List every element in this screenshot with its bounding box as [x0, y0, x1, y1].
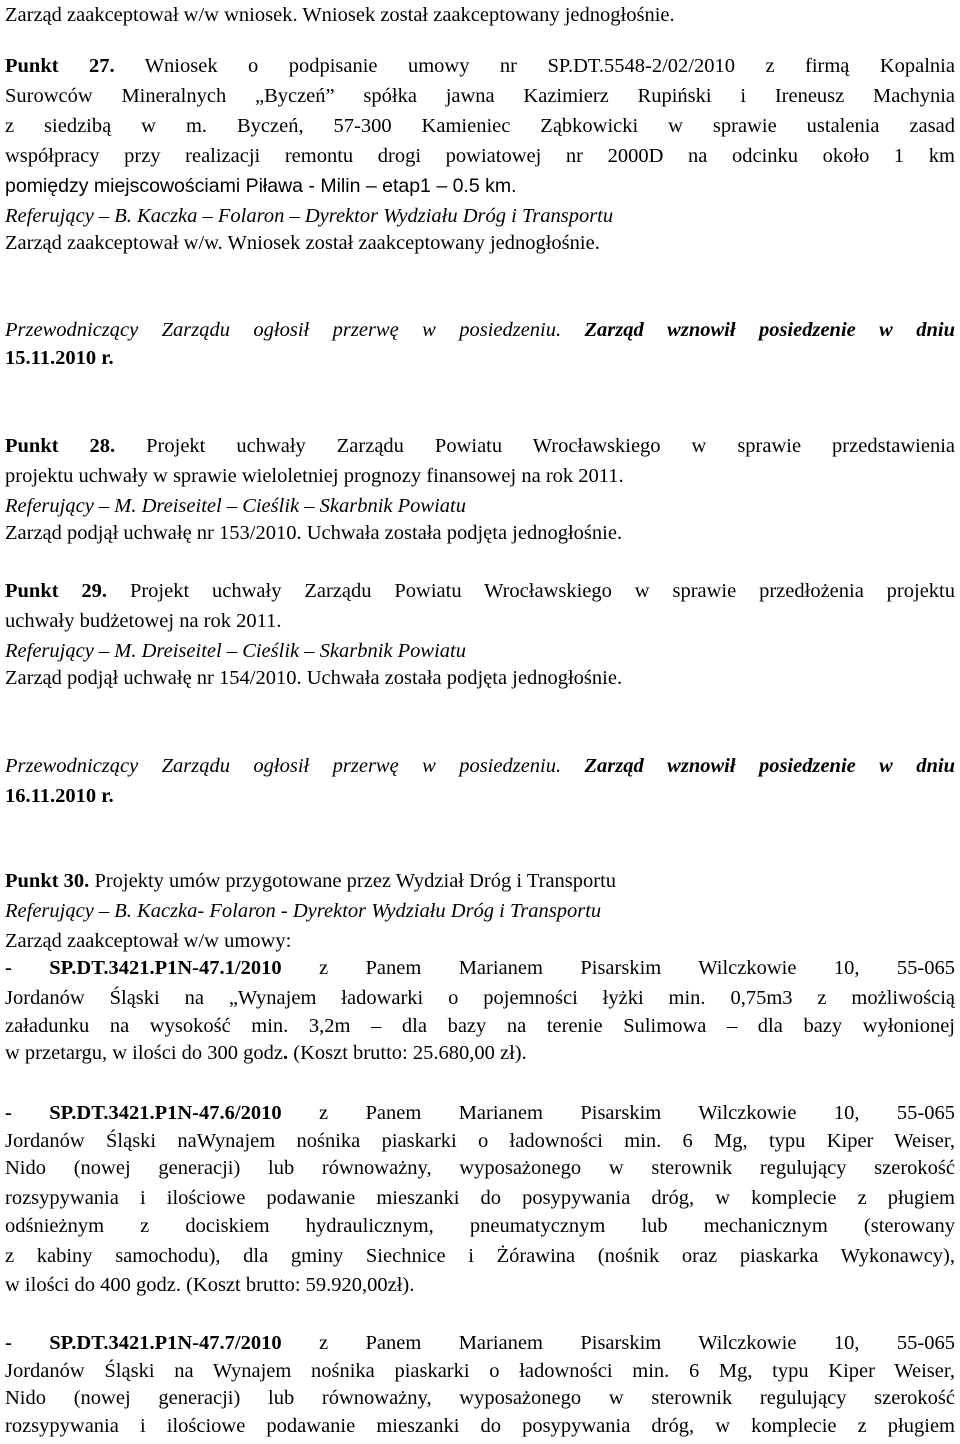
text-run: Jordanów Śląski na Wynajem nośnika piaskarki o ładowności min. 6 Mg, typu Kiper Weiser, [5, 1360, 955, 1382]
text-run: Zarząd zaakceptował w/w wniosek. Wniosek został zaakceptowany jednogłośnie. [5, 4, 675, 26]
text-line [5, 53, 955, 79]
text-line [5, 433, 955, 459]
text-line [5, 1385, 955, 1411]
text-line [5, 493, 955, 519]
text-line [5, 113, 955, 139]
text-run: Punkt 28. [5, 435, 116, 457]
text-run: Wniosek o podpisanie umowy nr SP.DT.5548-2/02/2010 z firmą Kopalnia [114, 55, 955, 77]
text-run: uchwały budżetowej na rok 2011. [5, 610, 282, 632]
text-run: z Panem Marianem Pisarskim Wilczkowie 10, 55-065 [281, 957, 955, 979]
text-run: Nido (nowej generacji) lub równoważny, wyposażonego w sterownik regulujący szerokość [5, 1157, 955, 1179]
text-run: 15.11.2010 r. [5, 347, 114, 369]
text-run: załadunku na wysokość min. 3,2m – dla bazy na terenie Sulimowa – dla bazy wyłonionej [5, 1015, 955, 1037]
text-run: Punkt 27. [5, 55, 115, 77]
text-line [5, 1358, 955, 1384]
text-run: Projekt uchwały Zarządu Powiatu Wrocławskiego w sprawie przedstawienia [115, 435, 955, 457]
text-line [5, 985, 955, 1011]
text-line [5, 1213, 955, 1239]
text-run: 16.11.2010 r. [5, 785, 114, 807]
text-line [5, 83, 955, 109]
text-run: Zarząd podjął uchwałę nr 153/2010. Uchwała została podjęta jednogłośnie. [5, 522, 623, 544]
text-line [5, 463, 955, 489]
text-line [5, 1413, 955, 1439]
text-run: - SP.DT.3421.P1N-47.1/2010 [5, 957, 282, 979]
text-line [5, 1185, 955, 1211]
text-line [5, 1155, 955, 1181]
text-line [5, 898, 955, 924]
text-run: rozsypywania i ilościowe podawanie mieszanki do posypywania dróg, w komplecie z pługiem [5, 1187, 955, 1209]
text-line [5, 928, 955, 954]
text-run: Zarząd wznowił posiedzenie w dniu [584, 319, 955, 341]
text-line [5, 173, 955, 199]
text-line [5, 1243, 955, 1269]
text-run: Referujący – B. Kaczka- Folaron - Dyrektor Wydziału Dróg i Transportu [5, 900, 602, 922]
text-line [5, 578, 955, 604]
text-line [5, 1100, 955, 1126]
text-line [5, 230, 955, 256]
text-run: projektu uchwały w sprawie wieloletniej prognozy finansowej na rok 2011. [5, 465, 624, 487]
text-run: współpracy przy realizacji remontu drogi powiatowej nr 2000D na odcinku około 1 km [5, 145, 955, 167]
text-run: z siedzibą w m. Byczeń, 57-300 Kamieniec Ząbkowicki w sprawie ustalenia zasad [5, 115, 955, 137]
text-run: Projekt uchwały Zarządu Powiatu Wrocławskiego w sprawie przedłożenia projektu [107, 580, 955, 602]
text-run: z Panem Marianem Pisarskim Wilczkowie 10, 55-065 [281, 1102, 955, 1124]
text-line [5, 2, 955, 28]
text-line [5, 317, 955, 343]
text-run: Punkt 29. [5, 580, 108, 602]
text-run: rozsypywania i ilościowe podawanie mieszanki do posypywania dróg, w komplecie z pługiem [5, 1415, 955, 1437]
text-line [5, 955, 955, 981]
text-line [5, 868, 955, 894]
text-run: Zarząd zaakceptował w/w umowy: [5, 930, 292, 952]
text-run: Referujący – M. Dreiseitel – Cieślik – Skarbnik Powiatu [5, 495, 466, 517]
text-line [5, 753, 955, 779]
text-line [5, 1330, 955, 1356]
text-line [5, 665, 955, 691]
text-line [5, 520, 955, 546]
text-run: Nido (nowej generacji) lub równoważny, wyposażonego w sterownik regulujący szerokość [5, 1387, 955, 1409]
text-run: Projekty umów przygotowane przez Wydział Dróg i Transportu [89, 870, 617, 892]
text-run: w przetargu, w ilości do 300 godz [5, 1042, 284, 1064]
text-run: Przewodniczący Zarządu ogłosił przerwę w posiedzeniu. [5, 755, 585, 777]
text-run: w ilości do 400 godz. (Koszt brutto: 59.920,00zł). [5, 1274, 415, 1296]
text-run: z kabiny samochodu), dla gminy Siechnice i Żórawina (nośnik oraz piaskarka Wykonawcy), [5, 1245, 955, 1267]
text-run: Jordanów Śląski naWynajem nośnika piaskarki o ładowności min. 6 Mg, typu Kiper Weiser, [5, 1130, 955, 1152]
text-run: Przewodniczący Zarządu ogłosił przerwę w posiedzeniu. [5, 319, 585, 341]
text-run: odśnieżnym z dociskiem hydraulicznym, pneumatycznym lub mechanicznym (sterowany [5, 1215, 955, 1237]
text-run: Zarząd zaakceptował w/w. Wniosek został zaakceptowany jednogłośnie. [5, 232, 600, 254]
text-run: (Koszt brutto: 25.680,00 zł). [288, 1042, 527, 1064]
text-run: Referujący – B. Kaczka – Folaron – Dyrektor Wydziału Dróg i Transportu [5, 205, 614, 227]
text-line [5, 1013, 955, 1039]
text-run: Surowców Mineralnych „Byczeń” spółka jawna Kazimierz Rupiński i Ireneusz Machynia [5, 85, 955, 107]
text-line [5, 608, 955, 634]
text-run: z Panem Marianem Pisarskim Wilczkowie 10, 55-065 [281, 1332, 955, 1354]
text-line [5, 1040, 955, 1066]
text-line [5, 1128, 955, 1154]
text-run: Zarząd podjął uchwałę nr 154/2010. Uchwała została podjęta jednogłośnie. [5, 667, 623, 689]
text-line [5, 783, 955, 809]
text-run: Zarząd wznowił posiedzenie w dniu [584, 755, 955, 777]
text-line [5, 638, 955, 664]
text-run: - SP.DT.3421.P1N-47.6/2010 [5, 1102, 282, 1124]
text-run: pomiędzy miejscowościami Piława - Milin – etap1 – 0.5 km. [5, 175, 517, 197]
text-line [5, 143, 955, 169]
text-run: Jordanów Śląski na „Wynajem ładowarki o pojemności łyżki min. 0,75m3 z możliwością [5, 987, 955, 1009]
text-run: - SP.DT.3421.P1N-47.7/2010 [5, 1332, 282, 1354]
text-run: . [283, 1042, 289, 1064]
text-line [5, 345, 955, 371]
text-line [5, 1272, 955, 1298]
text-line [5, 203, 955, 229]
text-run: Referujący – M. Dreiseitel – Cieślik – Skarbnik Powiatu [5, 640, 466, 662]
text-run: Punkt 30. [5, 870, 90, 892]
